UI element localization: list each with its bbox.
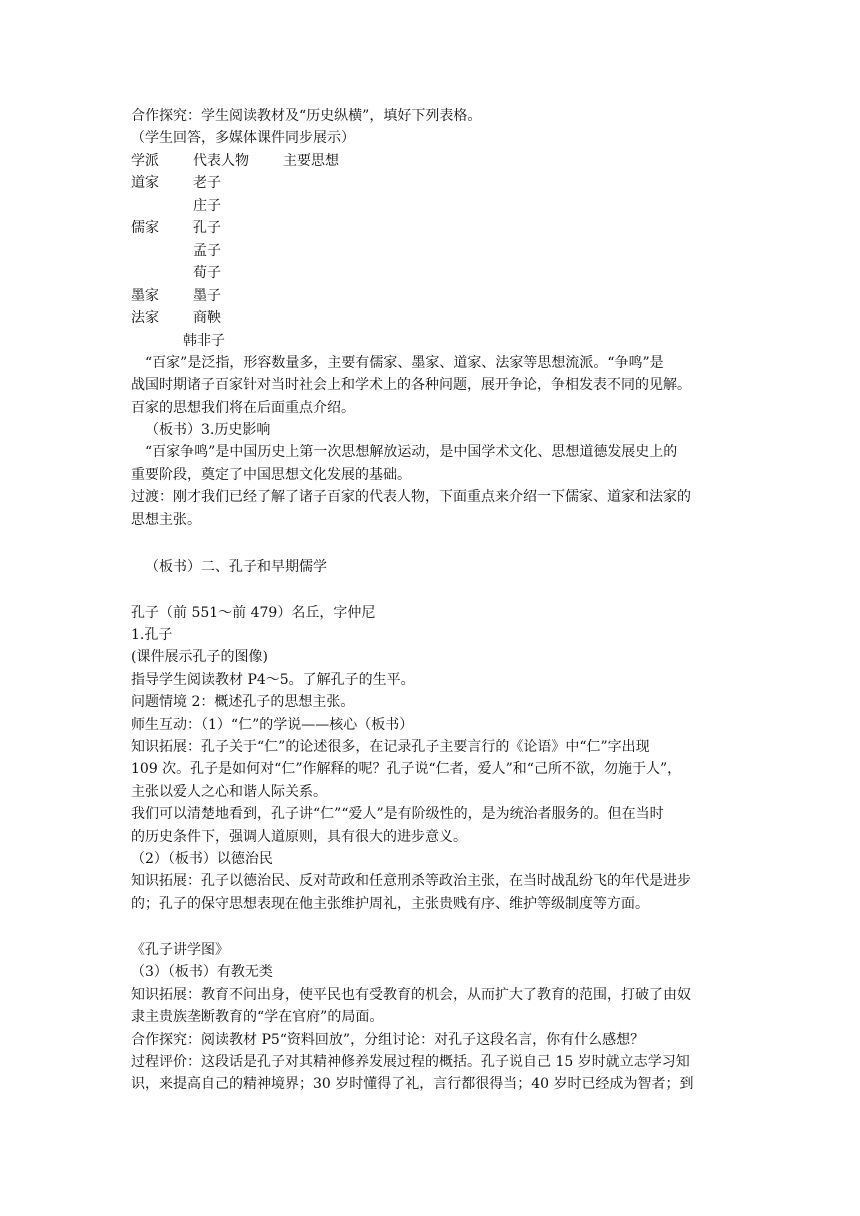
- paragraph-line: 问题情境 2：概述孔子的思想主张。: [131, 694, 355, 710]
- paragraph-line: 隶主贵族垄断教育的“学在官府”的局面。: [131, 1009, 384, 1025]
- paragraph-line: 的；孔子的保守思想表现在他主张维护周礼，主张贵贱有序、维护等级制度等方面。: [131, 896, 649, 912]
- table-cell-figure: 荀子: [193, 265, 221, 281]
- paragraph-line: （3）（板书）有教无类: [131, 964, 273, 980]
- paragraph-line: （学生回答，多媒体课件同步展示）: [131, 130, 355, 146]
- paragraph-line: 过程评价：这段话是孔子对其精神修养发展过程的概括。孔子说自己 15 岁时就立志学习知: [131, 1054, 690, 1070]
- paragraph-line: “百家”是泛指，形容数量多，主要有儒家、墨家、道家、法家等思想流派。“争鸣”是: [145, 355, 664, 371]
- paragraph-line: 师生互动：（1）“仁”的学说——核心（板书）: [131, 717, 414, 733]
- paragraph-line: 百家的思想我们将在后面重点介绍。: [131, 400, 355, 416]
- paragraph-line: （2）（板书）以德治民: [131, 851, 273, 867]
- table-cell-figure: 韩非子: [183, 333, 225, 349]
- table-cell-figure: 老子: [193, 175, 221, 191]
- paragraph-line: 识，来提高自己的精神境界；30 岁时懂得了礼，言行都很得当；40 岁时已经成为智者；到: [131, 1076, 694, 1092]
- table-cell-figure: 孟子: [193, 243, 221, 259]
- paragraph-line: 的历史条件下，强调人道原则，具有很大的进步意义。: [131, 829, 467, 845]
- table-header-school: 学派: [131, 153, 159, 169]
- paragraph-line: 知识拓展：孔子以德治民、反对苛政和任意刑杀等政治主张，在当时战乱纷飞的年代是进步: [131, 873, 691, 889]
- table-header-figure: 代表人物: [193, 153, 249, 169]
- table-cell-school: 法家: [131, 310, 159, 326]
- paragraph-line: 重要阶段，奠定了中国思想文化发展的基础。: [131, 467, 411, 483]
- table-cell-figure: 商鞅: [193, 310, 221, 326]
- table-cell-figure: 孔子: [193, 220, 221, 236]
- section-heading: （板书）二、孔子和早期儒学: [145, 559, 327, 575]
- table-cell-figure: 墨子: [193, 288, 221, 304]
- paragraph-line: 指导学生阅读教材 P4～5。了解孔子的生平。: [131, 672, 415, 688]
- paragraph-line: 知识拓展：教育不问出身，使平民也有受教育的机会，从而扩大了教育的范围，打破了由奴: [131, 987, 691, 1003]
- paragraph-line: (课件展示孔子的图像): [131, 649, 268, 665]
- paragraph-line: 合作探究：阅读教材 P5“资料回放”，分组讨论：对孔子这段名言，你有什么感想？: [131, 1032, 645, 1048]
- figure-caption: 《孔子讲学图》: [131, 942, 229, 958]
- table-cell-school: 墨家: [131, 288, 159, 304]
- paragraph-line: 我们可以清楚地看到，孔子讲“仁”“爱人”是有阶级性的，是为统治者服务的。但在当时: [131, 806, 664, 822]
- paragraph-line: 合作探究：学生阅读教材及“历史纵横”，填好下列表格。: [131, 108, 482, 124]
- paragraph-line: 孔子（前 551～前 479）名丘，字仲尼: [131, 605, 376, 621]
- paragraph-line: 过渡：刚才我们已经了解了诸子百家的代表人物，下面重点来介绍一下儒家、道家和法家的: [131, 489, 691, 505]
- table-cell-school: 儒家: [131, 220, 159, 236]
- paragraph-line: 知识拓展：孔子关于“仁”的论述很多，在记录孔子主要言行的《论语》中“仁”字出现: [131, 739, 650, 755]
- paragraph-line: 109 次。孔子是如何对“仁”作解释的呢？孔子说“仁者，爱人”和“己所不欲，勿施于人”，: [131, 761, 682, 777]
- table-cell-school: 道家: [131, 175, 159, 191]
- board-heading: （板书）3.历史影响: [145, 422, 271, 438]
- subsection-heading: 1.孔子: [131, 627, 173, 643]
- table-header-thought: 主要思想: [283, 153, 339, 169]
- table-cell-figure: 庄子: [193, 198, 221, 214]
- paragraph-line: 思想主张。: [131, 512, 201, 528]
- paragraph-line: “百家争鸣”是中国历史上第一次思想解放运动，是中国学术文化、思想道德发展史上的: [145, 444, 678, 460]
- paragraph-line: 战国时期诸子百家针对当时社会上和学术上的各种问题，展开争论，争相发表不同的见解。: [131, 377, 691, 393]
- paragraph-line: 主张以爱人之心和谐人际关系。: [131, 784, 327, 800]
